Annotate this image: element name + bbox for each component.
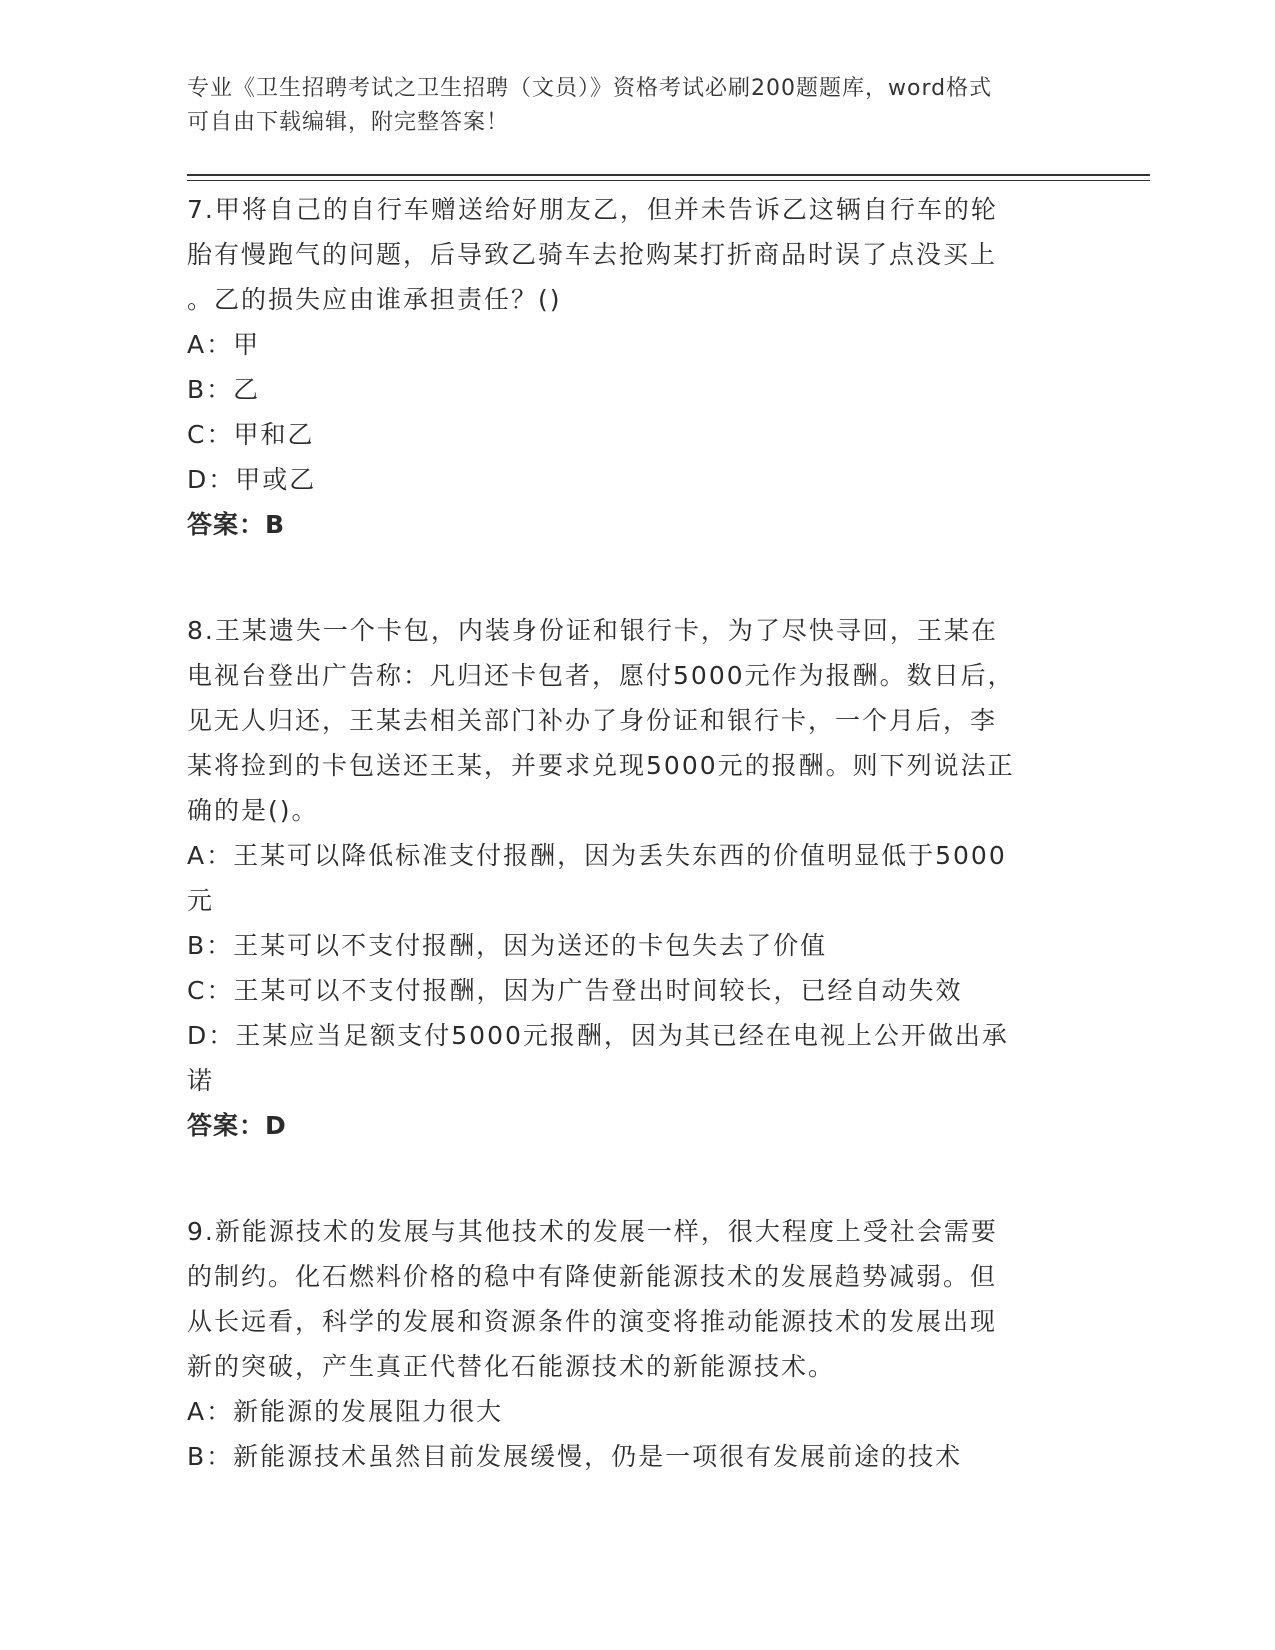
question-text-line: 从长远看，科学的发展和资源条件的演变将推动能源技术的发展出现: [187, 1307, 998, 1336]
header-divider-thick: [187, 174, 1150, 176]
header-line-1: 专业《卫生招聘考试之卫生招聘（文员）》资格考试必刷200题题库，word格式: [187, 76, 993, 101]
option-c: C：王某可以不支付报酬，因为广告登出时间较长，已经自动失效: [187, 976, 963, 1005]
header-divider-thin: [187, 180, 1150, 181]
option-a: A：王某可以降低标准支付报酬，因为丢失东西的价值明显低于5000: [187, 841, 1007, 870]
header-line-2: 可自由下载编辑，附完整答案！: [187, 110, 510, 135]
option-b: B：乙: [187, 375, 261, 404]
option-b: B：新能源技术虽然目前发展缓慢，仍是一项很有发展前途的技术: [187, 1442, 963, 1471]
question-text-line: 确的是()。: [187, 796, 319, 825]
question-8: [187, 608, 1067, 1149]
question-text-line: 胎有慢跑气的问题，后导致乙骑车去抢购某打折商品时误了点没买上: [187, 240, 998, 269]
answer-line: 答案：D: [187, 1111, 287, 1140]
question-text-line: 某将捡到的卡包送还王某，并要求兑现5000元的报酬。则下列说法正: [187, 751, 1015, 780]
option-c: C：甲和乙: [187, 420, 315, 449]
question-text-line: 见无人归还，王某去相关部门补办了身份证和银行卡，一个月后，李: [187, 706, 998, 735]
question-text-line: 8.王某遗失一个卡包，内装身份证和银行卡，为了尽快寻回，王某在: [187, 616, 998, 645]
question-text-line: 电视台登出广告称：凡归还卡包者，愿付5000元作为报酬。数日后，: [187, 661, 1015, 690]
option-a-continued: 元: [187, 886, 215, 915]
question-7: [187, 187, 1067, 548]
option-a: A：新能源的发展阻力很大: [187, 1397, 504, 1426]
option-d: D：甲或乙: [187, 465, 317, 494]
option-a: A：甲: [187, 330, 261, 359]
document-header: [187, 72, 1067, 140]
question-text-line: 9.新能源技术的发展与其他技术的发展一样，很大程度上受社会需要: [187, 1217, 998, 1246]
question-list: [187, 187, 1067, 1479]
question-text-line: 的制约。化石燃料价格的稳中有降使新能源技术的发展趋势减弱。但: [187, 1262, 998, 1291]
question-text-line: 。乙的损失应由谁承担责任？(): [187, 285, 562, 314]
option-d: D：王某应当足额支付5000元报酬，因为其已经在电视上公开做出承: [187, 1021, 1009, 1050]
question-9: [187, 1209, 1067, 1479]
option-d-continued: 诺: [187, 1066, 215, 1095]
answer-line: 答案：B: [187, 510, 286, 539]
option-b: B：王某可以不支付报酬，因为送还的卡包失去了价值: [187, 931, 828, 960]
question-text-line: 新的突破，产生真正代替化石能源技术的新能源技术。: [187, 1352, 836, 1381]
question-text-line: 7.甲将自己的自行车赠送给好朋友乙，但并未告诉乙这辆自行车的轮: [187, 195, 998, 224]
